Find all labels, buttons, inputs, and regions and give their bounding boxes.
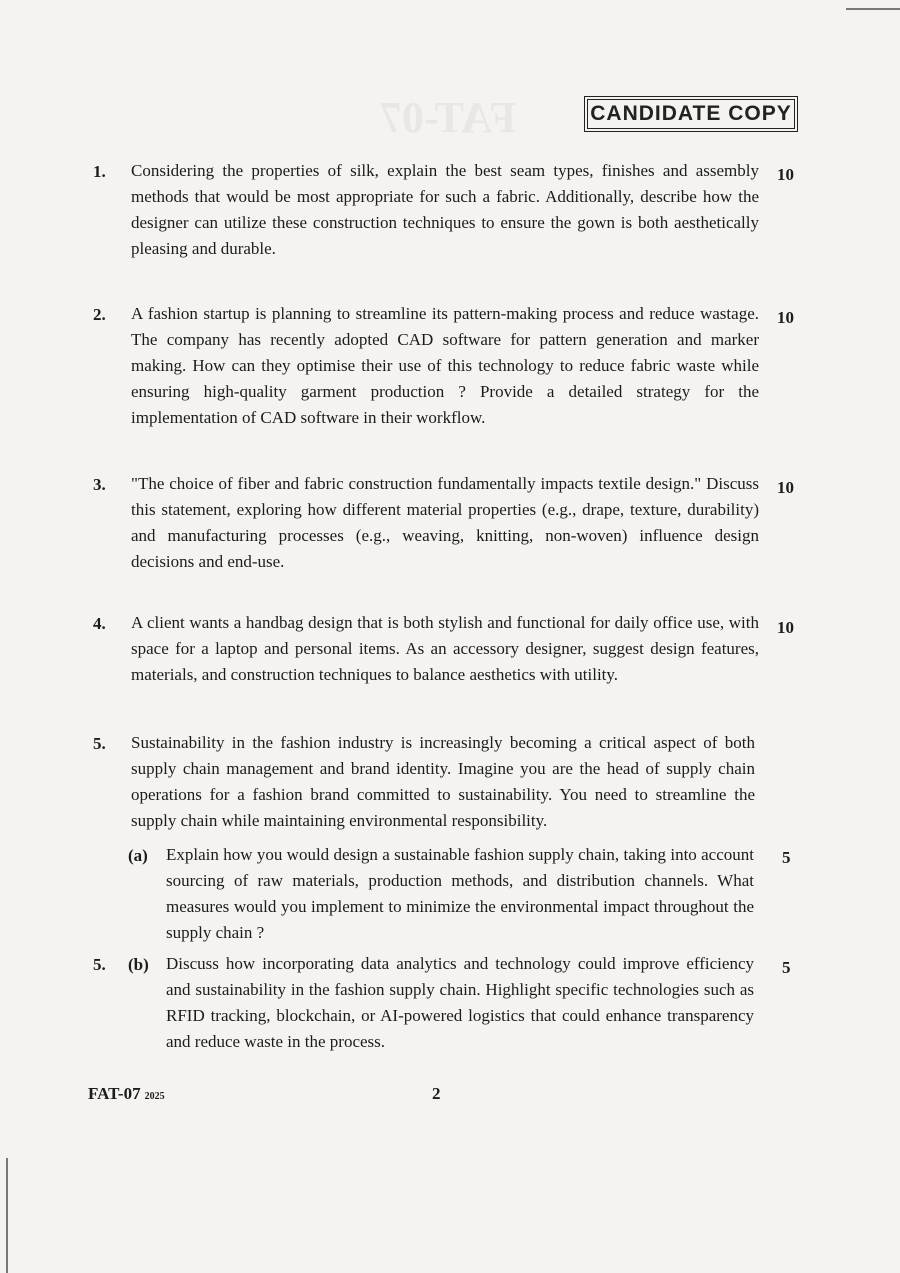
stamp-label: CANDIDATE COPY — [587, 99, 795, 129]
page-edge-line — [846, 8, 900, 10]
subquestion-marks: 5 — [782, 958, 791, 977]
bleed-through-text: FAT-07 — [380, 93, 517, 142]
page-number: 2 — [432, 1084, 441, 1103]
subquestion-text: Explain how you would design a sustainable fashion supply chain, taking into account sourcing of raw materials, production methods, and distribution channels. What measures would you implement to minimize the environmental impact throughout the supply chain ? — [166, 845, 754, 942]
subquestion-text: Discuss how incorporating data analytics and technology could improve efficiency and sustainability in the fashion supply chain. Highlight specific technologies such as RFID tracking, blockchain, or AI-powered logistics that could enhance transparency and reduce waste in the process. — [166, 954, 754, 1051]
question-marks: 10 — [777, 618, 794, 637]
question-number: 3. — [93, 475, 106, 494]
paper-code — [88, 1084, 165, 1104]
question-text: A client wants a handbag design that is both stylish and functional for daily office use, with space for a laptop and personal items. As an accessory designer, suggest design features, materials, and construction techniques to balance aesthetics with utility. — [131, 613, 759, 684]
question-text: A fashion startup is planning to streamline its pattern-making process and reduce wastage. The company has recently adopted CAD software for pattern generation and marker making. How can they optimise their use of this technology to reduce fabric waste while ensuring high-quality garment production ? Provide a detailed strategy for the implementation of CAD software in their workflow. — [131, 304, 759, 427]
paper-code-label: FAT-07 — [88, 1084, 141, 1103]
question-marks: 10 — [777, 478, 794, 497]
page-edge-line — [6, 1158, 8, 1273]
question-marks: 10 — [777, 165, 794, 184]
question-number: 2. — [93, 305, 106, 324]
question-number: 1. — [93, 162, 106, 181]
paper-year: 2025 — [144, 1091, 165, 1102]
question-text: Sustainability in the fashion industry is increasingly becoming a critical aspect of both supply chain management and brand identity. Imagine you are the head of supply chain operations for a fashion brand committed to sustainability. You need to streamline the supply chain while maintaining environmental responsibility. — [131, 733, 755, 830]
question-number: 5. — [93, 955, 106, 974]
question-marks: 10 — [777, 308, 794, 327]
candidate-copy-stamp — [584, 96, 798, 132]
subquestion-marks: 5 — [782, 848, 791, 867]
question-number: 4. — [93, 614, 106, 633]
question-number: 5. — [93, 734, 106, 753]
question-text: "The choice of fiber and fabric construction fundamentally impacts textile design." Discuss this statement, exploring how different material properties (e.g., drape, texture, durability) and manufacturing processes (e.g., weaving, knitting, non-woven) influence design decisions and end-use. — [131, 474, 759, 571]
question-text: Considering the properties of silk, explain the best seam types, finishes and assembly methods that would be most appropriate for such a fabric. Additionally, describe how the designer can utilize these construction techniques to ensure the gown is both aesthetically pleasing and durable. — [131, 161, 759, 258]
subquestion-label: (a) — [128, 846, 148, 865]
subquestion-label: (b) — [128, 955, 149, 974]
